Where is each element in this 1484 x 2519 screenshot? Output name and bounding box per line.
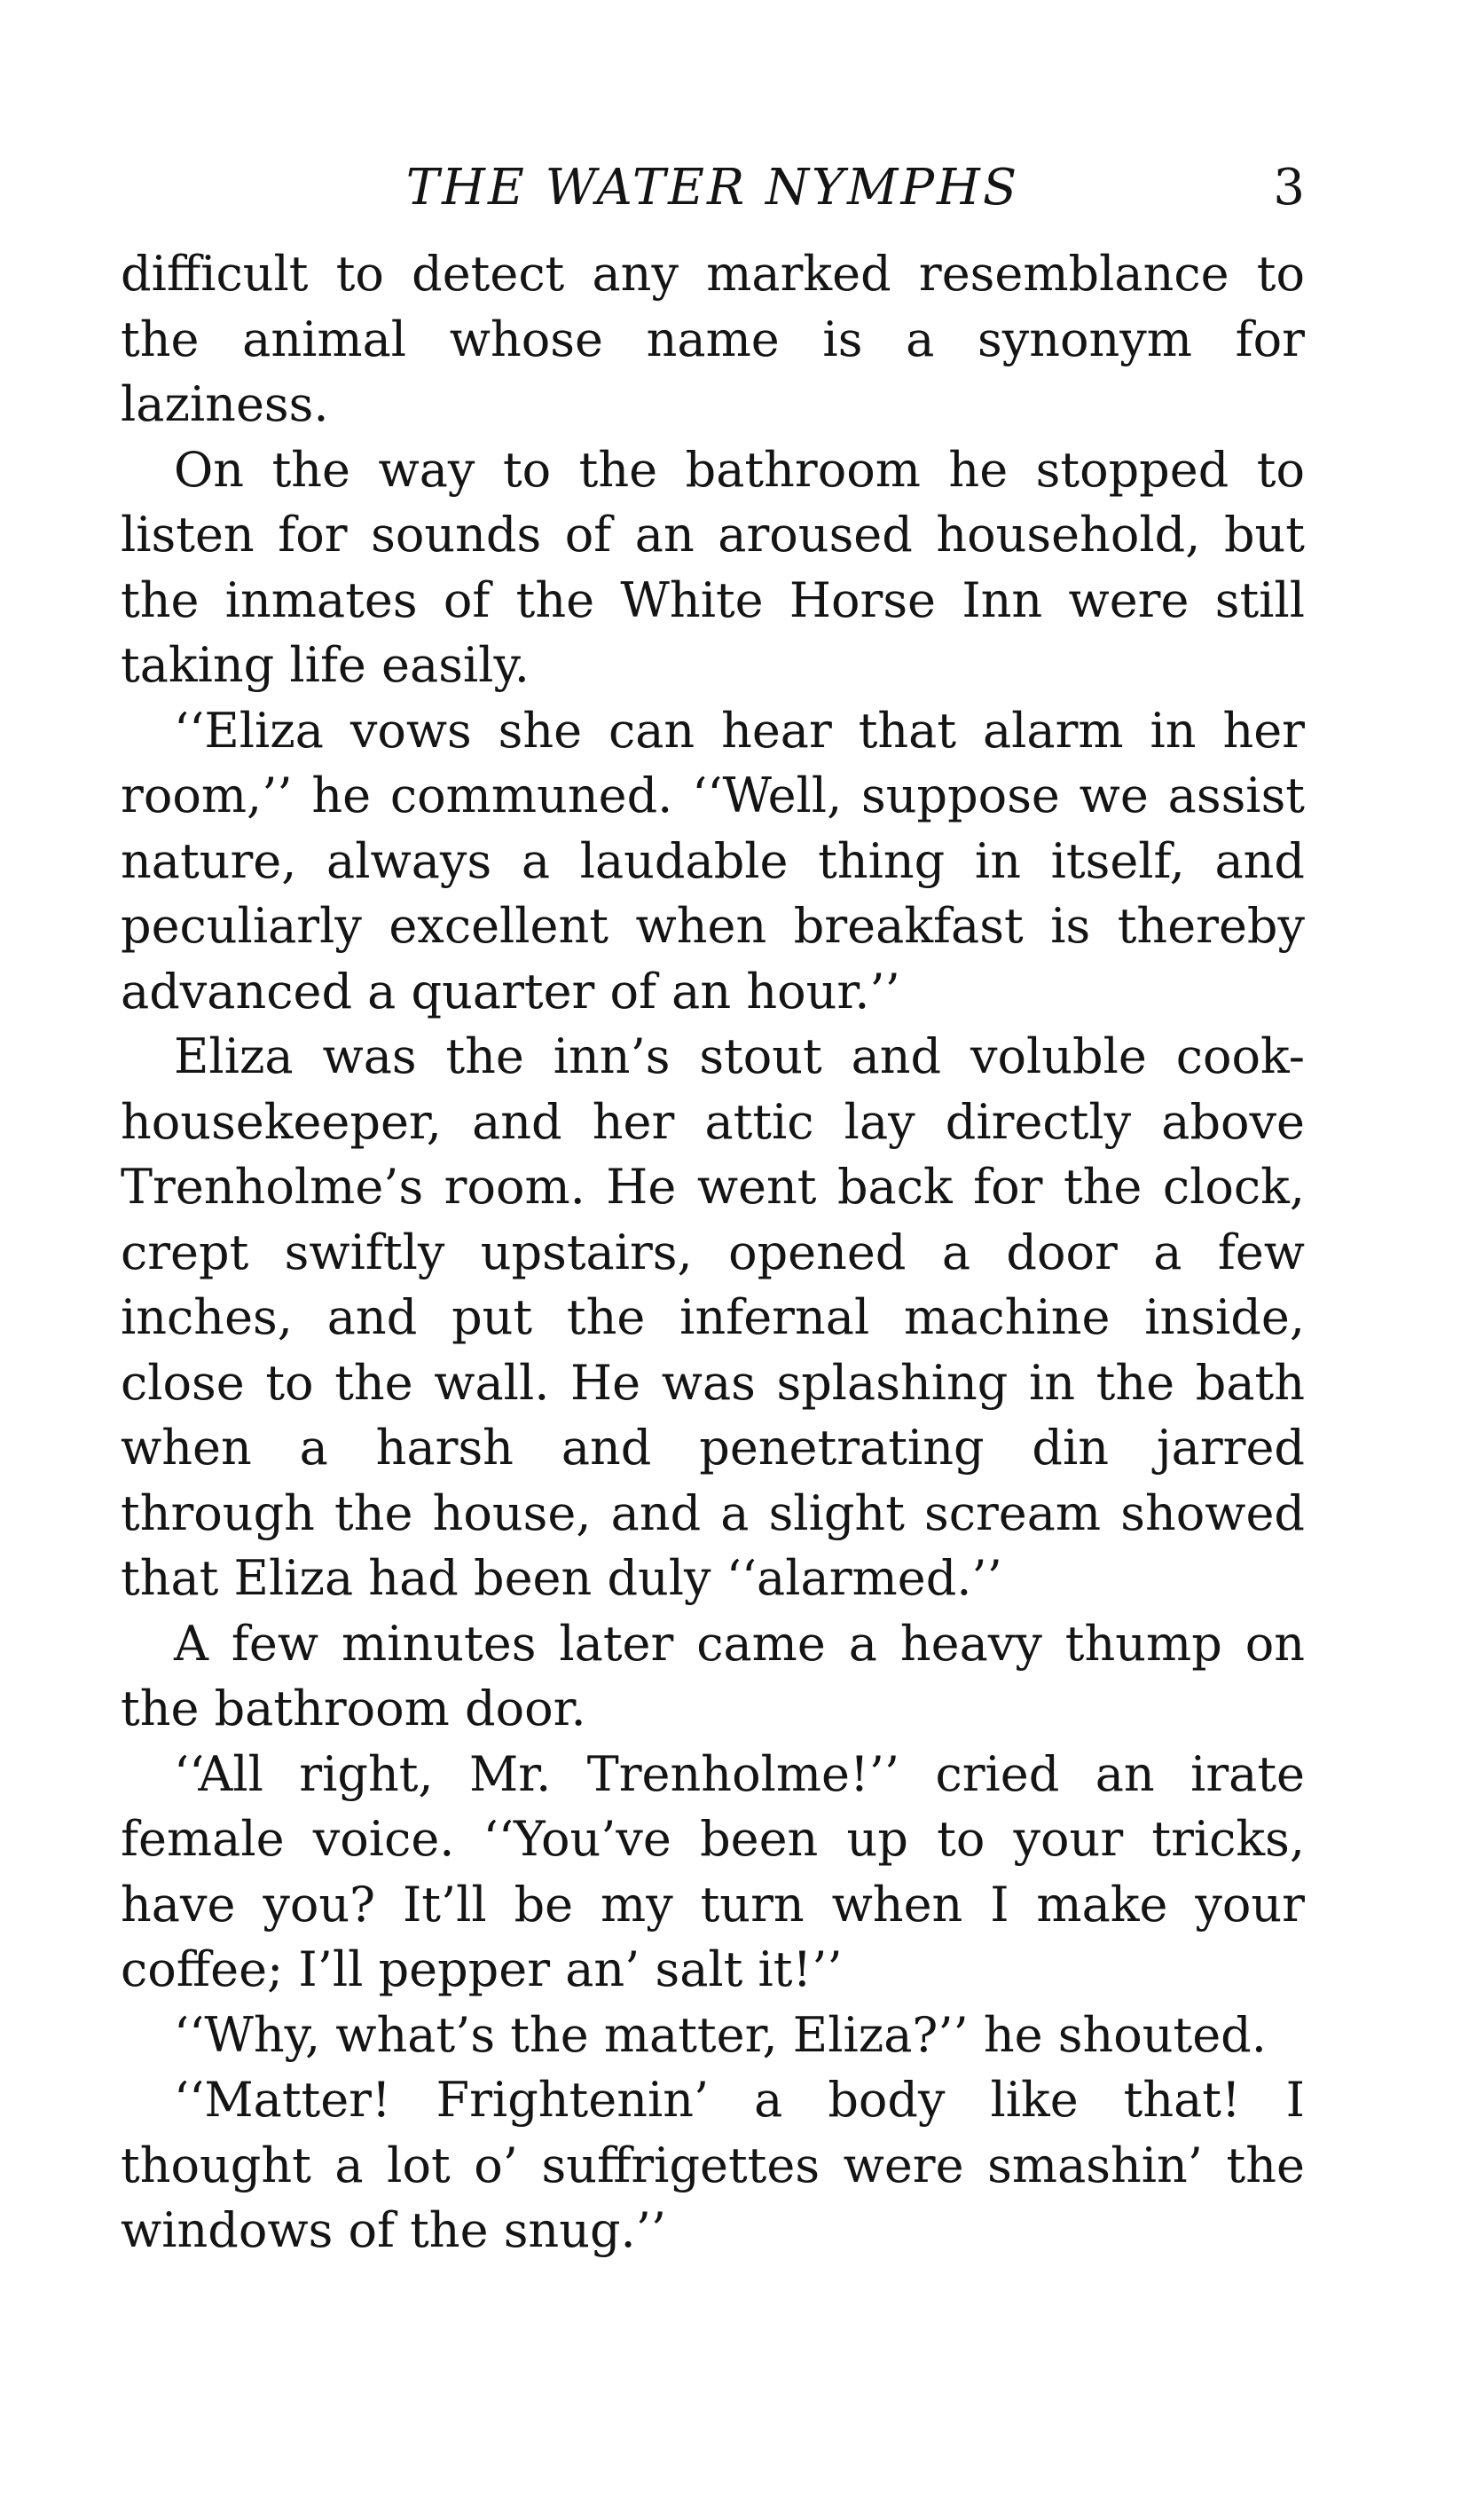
paragraph: ‘‘Why, what’s the matter, Eliza?’’ he shouted. xyxy=(174,2006,1267,2063)
paragraph: Eliza was the inn’s stout and voluble cook-housekeeper, and her attic lay directly above Trenholme’s room. He went back for the clock, crept swiftly upstairs, opened a door a few inches, and put the infernal machine inside, close to the wall. He was splashing in the bath when a harsh and penetrating din jarred through the house, and a slight scream showed that Eliza had been duly ‘‘alarmed.’’ xyxy=(121,1028,1305,1606)
paragraph: ‘‘All right, Mr. Trenholme!’’ cried an irate female voice. ‘‘You’ve been up to your tricks, have you? It’ll be my turn when I make your coffee; I’ll pepper an’ salt it!’’ xyxy=(121,1745,1305,1997)
paragraph: On the way to the bathroom he stopped to listen for sounds of an aroused household, but the inmates of the White Horse Inn were still taking life easily. xyxy=(121,441,1305,693)
paragraph: A few minutes later came a heavy thump on the bathroom door. xyxy=(121,1615,1305,1736)
running-title: THE WATER NYMPHS xyxy=(405,159,1020,216)
paragraph: difficult to detect any marked resemblance to the animal whose name is a synonym for laziness. xyxy=(121,246,1305,432)
paragraph: ‘‘Eliza vows she can hear that alarm in her room,’’ he communed. ‘‘Well, suppose we assist nature, always a laudable thing in itself, and peculiarly excellent when breakfast is thereby advanced a quarter of an hour.’’ xyxy=(121,702,1305,1019)
paragraph: ‘‘Matter! Frightenin’ a body like that! I thought a lot o’ suffrigettes were smashin’ the windows of the snug.’’ xyxy=(121,2072,1305,2258)
body-text xyxy=(121,241,1305,2263)
page-header xyxy=(121,153,1305,224)
page-number: 3 xyxy=(1273,159,1305,216)
